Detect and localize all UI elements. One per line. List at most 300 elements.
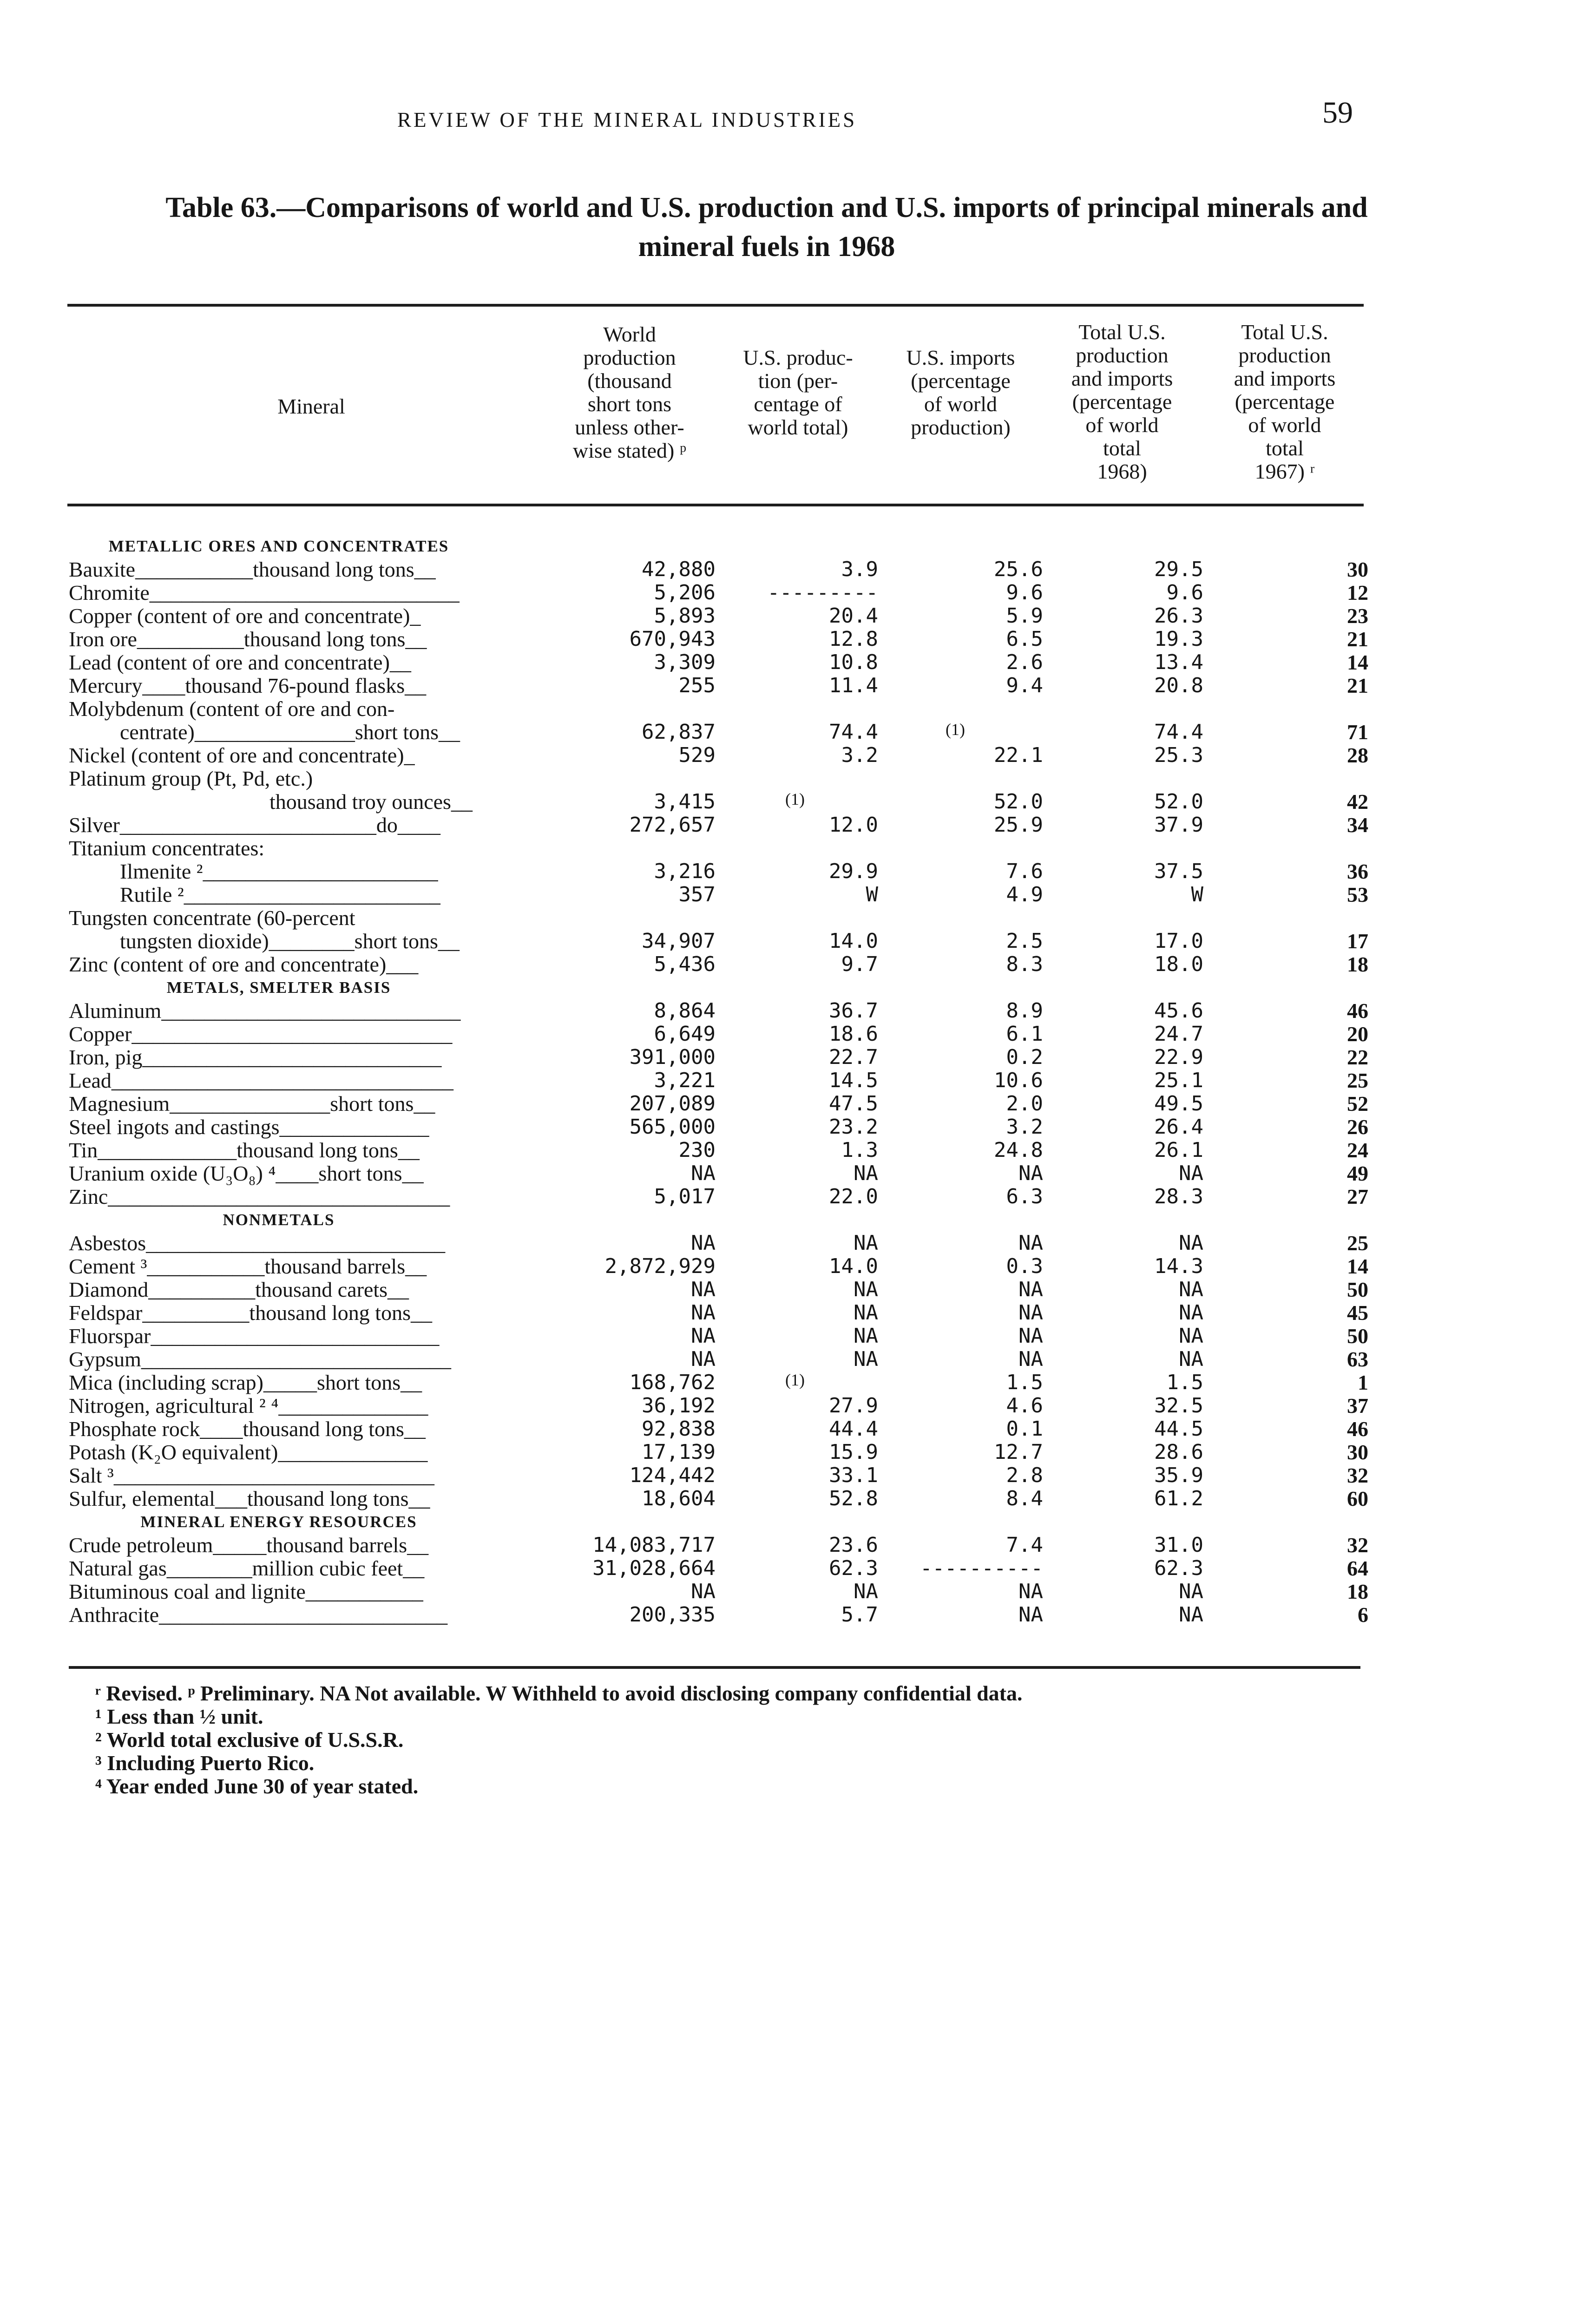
table-row <box>0 1556 1596 1580</box>
cell-c1: 2,872,929 <box>604 1254 716 1278</box>
cell-c1: 5,436 <box>654 952 716 976</box>
mineral-label: thousand troy ounces__ <box>269 790 473 814</box>
mineral-label: Salt ³______________________________ <box>69 1463 434 1487</box>
cell-c3: 24.8 <box>994 1138 1043 1162</box>
cell-c2: 52.8 <box>829 1487 878 1510</box>
cell-c4: 74.4 <box>1154 720 1203 744</box>
cell-c3: NA <box>1018 1347 1043 1371</box>
cell-c1: 62,837 <box>642 720 716 744</box>
cell-c5: 46 <box>1347 999 1368 1023</box>
cell-c4: 61.2 <box>1154 1487 1203 1510</box>
section-heading: NONMETALS <box>223 1211 335 1229</box>
table-row <box>0 1115 1596 1139</box>
cell-c3: 0.3 <box>1006 1254 1043 1278</box>
mineral-label: Molybdenum (content of ore and con- <box>69 697 395 721</box>
cell-c2: 14.5 <box>829 1069 878 1092</box>
cell-c1: 5,206 <box>654 581 716 604</box>
cell-c4: 1.5 <box>1166 1371 1203 1394</box>
cell-c3: 10.6 <box>994 1069 1043 1092</box>
cell-c1: NA <box>691 1301 716 1325</box>
mineral-label: Iron, pig____________________________ <box>69 1045 442 1069</box>
cell-c2: 62.3 <box>829 1556 878 1580</box>
table-row <box>0 1417 1596 1441</box>
cell-c5: 71 <box>1347 720 1368 744</box>
cell-c3: 4.6 <box>1006 1394 1043 1417</box>
cell-c2: 23.6 <box>829 1533 878 1557</box>
cell-c4: 45.6 <box>1154 999 1203 1023</box>
cell-c1: 391,000 <box>629 1045 716 1069</box>
cell-c3: 4.9 <box>1006 883 1043 906</box>
page-number: 59 <box>1322 96 1353 130</box>
column-header-world-production: World production (thousand short tons unless other- wise stated) ᵖ <box>572 322 687 462</box>
cell-c3: 8.9 <box>1006 999 1043 1023</box>
cell-c2: 74.4 <box>829 720 878 744</box>
cell-c4: 26.4 <box>1154 1115 1203 1139</box>
cell-c4: 49.5 <box>1154 1092 1203 1116</box>
table-row <box>0 1533 1596 1557</box>
mineral-label: Chromite_____________________________ <box>69 581 460 604</box>
table-row <box>0 790 1596 814</box>
table-row <box>0 1069 1596 1092</box>
footnote-reference: (1) <box>946 720 965 739</box>
cell-c4: NA <box>1179 1301 1203 1325</box>
table-row <box>0 1278 1596 1301</box>
cell-c4: 44.5 <box>1154 1417 1203 1441</box>
section-heading-row <box>0 1208 1596 1232</box>
cell-c5: 21 <box>1347 674 1368 697</box>
cell-c2: 14.0 <box>829 929 878 953</box>
table-row <box>0 1162 1596 1185</box>
cell-c3: NA <box>1018 1278 1043 1301</box>
cell-c2: 3.9 <box>841 558 878 581</box>
cell-c4: NA <box>1179 1278 1203 1301</box>
table-row <box>0 1231 1596 1255</box>
cell-c5: 53 <box>1347 883 1368 906</box>
cell-c1: 670,943 <box>629 627 716 651</box>
cell-c2: NA <box>854 1278 878 1301</box>
table-row <box>0 1440 1596 1464</box>
cell-c2: 1.3 <box>841 1138 878 1162</box>
cell-c3: 1.5 <box>1006 1371 1043 1394</box>
mineral-label: Rutile ²________________________ <box>120 883 440 906</box>
cell-c1: 31,028,664 <box>592 1556 716 1580</box>
mineral-label: Fluorspar___________________________ <box>69 1324 440 1348</box>
mineral-label: Crude petroleum_____thousand barrels__ <box>69 1533 429 1557</box>
mineral-label: Magnesium_______________short tons__ <box>69 1092 435 1116</box>
cell-c5: 21 <box>1347 627 1368 651</box>
cell-c2: 44.4 <box>829 1417 878 1441</box>
cell-c5: 6 <box>1358 1603 1368 1627</box>
cell-c1: 207,089 <box>629 1092 716 1116</box>
table-row <box>0 720 1596 744</box>
table-row <box>0 604 1596 628</box>
footnote-reference: (1) <box>785 790 805 808</box>
cell-c3: 5.9 <box>1006 604 1043 628</box>
mineral-label: Sulfur, elemental___thousand long tons__ <box>69 1487 430 1510</box>
cell-c3: NA <box>1018 1580 1043 1603</box>
cell-c4: 37.9 <box>1154 813 1203 837</box>
footnote-1: ¹ Less than ½ unit. <box>95 1705 263 1728</box>
cell-c4: W <box>1191 883 1203 906</box>
cell-c5: 60 <box>1347 1487 1368 1510</box>
mineral-label: centrate)_______________short tons__ <box>120 720 460 744</box>
table-row <box>0 1394 1596 1417</box>
mineral-label: Tin_____________thousand long tons__ <box>69 1138 420 1162</box>
mineral-label: Mercury____thousand 76-pound flasks__ <box>69 674 427 697</box>
mineral-label: Anthracite___________________________ <box>69 1603 448 1627</box>
cell-c1: 529 <box>678 743 716 767</box>
cell-c5: 23 <box>1347 604 1368 628</box>
column-header-us-imports: U.S. imports (percentage of world production) <box>906 346 1015 439</box>
cell-c2: 29.9 <box>829 860 878 883</box>
cell-c5: 42 <box>1347 790 1368 814</box>
cell-c1: 565,000 <box>629 1115 716 1139</box>
table-row <box>0 952 1596 976</box>
mineral-label: Aluminum____________________________ <box>69 999 461 1023</box>
cell-c2: 5.7 <box>841 1603 878 1627</box>
footnote-legend: ʳ Revised. ᵖ Preliminary. NA Not available. W Withheld to avoid disclosing company confidential data. <box>95 1681 1023 1705</box>
cell-c1: NA <box>691 1162 716 1185</box>
cell-c5: 30 <box>1347 558 1368 581</box>
cell-c4: 26.1 <box>1154 1138 1203 1162</box>
cell-c4: 19.3 <box>1154 627 1203 651</box>
cell-c5: 46 <box>1347 1417 1368 1441</box>
footnote-4: ⁴ Year ended June 30 of year stated. <box>95 1774 419 1798</box>
cell-c3: 2.8 <box>1006 1463 1043 1487</box>
mineral-label: Steel ingots and castings______________ <box>69 1115 429 1139</box>
cell-c4: 31.0 <box>1154 1533 1203 1557</box>
mineral-label: Platinum group (Pt, Pd, etc.) <box>69 767 313 790</box>
column-header-mineral: Mineral <box>277 394 345 418</box>
cell-c3: 7.4 <box>1006 1533 1043 1557</box>
cell-c4: 28.6 <box>1154 1440 1203 1464</box>
table-row <box>0 813 1596 837</box>
cell-c5: 52 <box>1347 1092 1368 1116</box>
mineral-label: Uranium oxide (U₃O₈) ⁴____short tons__ <box>69 1162 424 1185</box>
cell-c5: 12 <box>1347 581 1368 604</box>
cell-c3: 12.7 <box>994 1440 1043 1464</box>
table-row <box>0 1463 1596 1487</box>
cell-c3: 0.1 <box>1006 1417 1043 1441</box>
cell-c2: 23.2 <box>829 1115 878 1139</box>
cell-c2: 47.5 <box>829 1092 878 1116</box>
cell-c1: 8,864 <box>654 999 716 1023</box>
mineral-label: Silver________________________do____ <box>69 813 440 837</box>
mineral-label: Diamond__________thousand carets__ <box>69 1278 409 1301</box>
cell-c2: 3.2 <box>841 743 878 767</box>
cell-c4: 22.9 <box>1154 1045 1203 1069</box>
footnote-2: ² World total exclusive of U.S.S.R. <box>95 1728 404 1752</box>
cell-c4: 25.3 <box>1154 743 1203 767</box>
cell-c3: 25.9 <box>994 813 1043 837</box>
cell-c5: 24 <box>1347 1138 1368 1162</box>
column-header-us-production: U.S. produc- tion (per- centage of world total) <box>743 346 853 439</box>
section-heading-row <box>0 976 1596 999</box>
mineral-label: Asbestos____________________________ <box>69 1231 446 1255</box>
table-row <box>0 836 1596 860</box>
cell-c1: 357 <box>678 883 716 906</box>
cell-c4: 32.5 <box>1154 1394 1203 1417</box>
cell-c4: 62.3 <box>1154 1556 1203 1580</box>
cell-c4: 14.3 <box>1154 1254 1203 1278</box>
cell-c5: 50 <box>1347 1278 1368 1301</box>
cell-c5: 25 <box>1347 1231 1368 1255</box>
table-row <box>0 674 1596 697</box>
table-row <box>0 627 1596 651</box>
cell-c1: 36,192 <box>642 1394 716 1417</box>
cell-c2: 20.4 <box>829 604 878 628</box>
cell-c2: 15.9 <box>829 1440 878 1464</box>
table-row <box>0 1254 1596 1278</box>
cell-c3: 2.6 <box>1006 650 1043 674</box>
table-row <box>0 558 1596 581</box>
cell-c2: 14.0 <box>829 1254 878 1278</box>
cell-c5: 20 <box>1347 1022 1368 1046</box>
cell-c4: 20.8 <box>1154 674 1203 697</box>
table-row <box>0 1603 1596 1627</box>
cell-c4: 52.0 <box>1154 790 1203 814</box>
cell-c4: 13.4 <box>1154 650 1203 674</box>
cell-c1: 17,139 <box>642 1440 716 1464</box>
cell-c3: 6.3 <box>1006 1185 1043 1208</box>
table-bottom-rule <box>69 1666 1360 1669</box>
mineral-label: Bauxite___________thousand long tons__ <box>69 558 436 581</box>
cell-c2: 11.4 <box>829 674 878 697</box>
cell-c2: NA <box>854 1347 878 1371</box>
table-row <box>0 767 1596 790</box>
column-header-total-1968: Total U.S. production and imports (percentage of world total 1968) <box>1071 320 1173 483</box>
mineral-label: Lead (content of ore and concentrate)__ <box>69 650 411 674</box>
cell-c1: 34,907 <box>642 929 716 953</box>
section-heading-row <box>0 534 1596 558</box>
mineral-label: Zinc________________________________ <box>69 1185 450 1208</box>
cell-c1: 168,762 <box>629 1371 716 1394</box>
table-row <box>0 697 1596 721</box>
mineral-label: Cement ³___________thousand barrels__ <box>69 1254 427 1278</box>
section-heading: MINERAL ENERGY RESOURCES <box>140 1513 417 1531</box>
mineral-label: Nickel (content of ore and concentrate)_ <box>69 743 415 767</box>
cell-c1: 42,880 <box>642 558 716 581</box>
table-row <box>0 1022 1596 1046</box>
cell-c5: 25 <box>1347 1069 1368 1092</box>
cell-c1: NA <box>691 1324 716 1348</box>
table-row <box>0 1324 1596 1348</box>
cell-c4: NA <box>1179 1162 1203 1185</box>
cell-c1: 272,657 <box>629 813 716 837</box>
cell-c4: 28.3 <box>1154 1185 1203 1208</box>
cell-c1: NA <box>691 1347 716 1371</box>
cell-c5: 64 <box>1347 1556 1368 1580</box>
cell-c2: NA <box>854 1324 878 1348</box>
cell-c2: 9.7 <box>841 952 878 976</box>
mineral-label: Tungsten concentrate (60-percent <box>69 906 355 930</box>
section-heading: METALS, SMELTER BASIS <box>166 978 391 997</box>
table-row <box>0 581 1596 604</box>
cell-c4: NA <box>1179 1347 1203 1371</box>
table-row <box>0 1138 1596 1162</box>
mineral-label: Feldspar__________thousand long tons__ <box>69 1301 432 1325</box>
cell-c1: NA <box>691 1278 716 1301</box>
table-title: Table 63.—Comparisons of world and U.S. production and U.S. imports of principal minerals and mineral fuels in 1968 <box>165 192 1368 262</box>
mineral-label: Titanium concentrates: <box>69 836 265 860</box>
cell-c1: NA <box>691 1580 716 1603</box>
section-heading: METALLIC ORES AND CONCENTRATES <box>108 537 449 555</box>
cell-c1: 14,083,717 <box>592 1533 716 1557</box>
mineral-label: Mica (including scrap)_____short tons__ <box>69 1371 422 1394</box>
cell-c4: NA <box>1179 1603 1203 1627</box>
mineral-label: Copper (content of ore and concentrate)_ <box>69 604 421 628</box>
cell-c2: W <box>866 883 878 906</box>
footnote-3: ³ Including Puerto Rico. <box>95 1751 315 1775</box>
cell-c5: 45 <box>1347 1301 1368 1325</box>
cell-c5: 27 <box>1347 1185 1368 1208</box>
mineral-label: Gypsum_____________________________ <box>69 1347 451 1371</box>
cell-c3: 22.1 <box>994 743 1043 767</box>
cell-c3: NA <box>1018 1231 1043 1255</box>
column-header-total-1967: Total U.S. production and imports (percentage of world total 1967) ʳ <box>1234 320 1336 483</box>
cell-c3: 9.6 <box>1006 581 1043 604</box>
cell-c3: NA <box>1018 1162 1043 1185</box>
cell-c2: 18.6 <box>829 1022 878 1046</box>
cell-c3: NA <box>1018 1603 1043 1627</box>
mineral-label: Ilmenite ²______________________ <box>120 860 438 883</box>
cell-c4: 18.0 <box>1154 952 1203 976</box>
cell-c2: 22.7 <box>829 1045 878 1069</box>
table-row <box>0 1092 1596 1116</box>
cell-c4: 17.0 <box>1154 929 1203 953</box>
mineral-label: Potash (K₂O equivalent)______________ <box>69 1440 428 1464</box>
cell-c2: NA <box>854 1580 878 1603</box>
cell-c2: NA <box>854 1162 878 1185</box>
table-row <box>0 929 1596 953</box>
cell-c3: 2.5 <box>1006 929 1043 953</box>
cell-c1: 5,017 <box>654 1185 716 1208</box>
cell-c2: 12.0 <box>829 813 878 837</box>
cell-c3: 3.2 <box>1006 1115 1043 1139</box>
mineral-label: Phosphate rock____thousand long tons__ <box>69 1417 426 1441</box>
cell-c5: 32 <box>1347 1533 1368 1557</box>
cell-c5: 17 <box>1347 929 1368 953</box>
cell-c3: 52.0 <box>994 790 1043 814</box>
table-row <box>0 883 1596 906</box>
cell-c5: 32 <box>1347 1463 1368 1487</box>
table-row <box>0 1371 1596 1394</box>
cell-c4: 24.7 <box>1154 1022 1203 1046</box>
cell-c2: 27.9 <box>829 1394 878 1417</box>
cell-c1: 3,309 <box>654 650 716 674</box>
cell-c1: 5,893 <box>654 604 716 628</box>
cell-c5: 18 <box>1347 952 1368 976</box>
cell-c3: 7.6 <box>1006 860 1043 883</box>
cell-c5: 22 <box>1347 1045 1368 1069</box>
cell-c3: 0.2 <box>1006 1045 1043 1069</box>
cell-c3: 9.4 <box>1006 674 1043 697</box>
cell-c1: 3,415 <box>654 790 716 814</box>
cell-c1: 230 <box>678 1138 716 1162</box>
table-row <box>0 1580 1596 1603</box>
footnote-reference: (1) <box>785 1371 805 1389</box>
cell-c1: 3,216 <box>654 860 716 883</box>
cell-c2: NA <box>854 1301 878 1325</box>
cell-c2: 10.8 <box>829 650 878 674</box>
cell-c3: 8.3 <box>1006 952 1043 976</box>
cell-c5: 36 <box>1347 860 1368 883</box>
footnotes <box>95 1682 1396 1798</box>
mineral-label: Nitrogen, agricultural ² ⁴______________ <box>69 1394 428 1417</box>
table-row <box>0 650 1596 674</box>
table-row <box>0 1185 1596 1208</box>
table-row <box>0 860 1596 883</box>
cell-c5: 14 <box>1347 650 1368 674</box>
cell-c3: ---------- <box>920 1556 1043 1580</box>
table-row <box>0 1347 1596 1371</box>
cell-c2: 12.8 <box>829 627 878 651</box>
cell-c4: 35.9 <box>1154 1463 1203 1487</box>
mineral-label: Lead________________________________ <box>69 1069 453 1092</box>
table-row <box>0 999 1596 1023</box>
table-row <box>0 1301 1596 1325</box>
mineral-label: Copper______________________________ <box>69 1022 453 1046</box>
mineral-label: Bituminous coal and lignite___________ <box>69 1580 423 1603</box>
cell-c2: 36.7 <box>829 999 878 1023</box>
cell-c5: 34 <box>1347 813 1368 837</box>
cell-c4: NA <box>1179 1580 1203 1603</box>
cell-c1: 124,442 <box>629 1463 716 1487</box>
running-head: REVIEW OF THE MINERAL INDUSTRIES <box>397 108 857 131</box>
cell-c4: NA <box>1179 1231 1203 1255</box>
cell-c1: NA <box>691 1231 716 1255</box>
cell-c2: --------- <box>767 581 878 604</box>
cell-c2: NA <box>854 1231 878 1255</box>
cell-c5: 50 <box>1347 1324 1368 1348</box>
table-row <box>0 906 1596 930</box>
cell-c1: 255 <box>678 674 716 697</box>
cell-c3: NA <box>1018 1324 1043 1348</box>
cell-c1: 200,335 <box>629 1603 716 1627</box>
cell-c3: 6.1 <box>1006 1022 1043 1046</box>
cell-c5: 1 <box>1358 1371 1368 1394</box>
cell-c1: 92,838 <box>642 1417 716 1441</box>
cell-c5: 26 <box>1347 1115 1368 1139</box>
cell-c3: 8.4 <box>1006 1487 1043 1510</box>
cell-c4: 26.3 <box>1154 604 1203 628</box>
cell-c5: 63 <box>1347 1347 1368 1371</box>
cell-c5: 18 <box>1347 1580 1368 1603</box>
cell-c3: 25.6 <box>994 558 1043 581</box>
cell-c1: 3,221 <box>654 1069 716 1092</box>
cell-c4: 9.6 <box>1166 581 1203 604</box>
cell-c4: 29.5 <box>1154 558 1203 581</box>
cell-c2: 22.0 <box>829 1185 878 1208</box>
cell-c3: 2.0 <box>1006 1092 1043 1116</box>
mineral-label: Natural gas________million cubic feet__ <box>69 1556 425 1580</box>
cell-c4: NA <box>1179 1324 1203 1348</box>
cell-c2: 33.1 <box>829 1463 878 1487</box>
table-row <box>0 743 1596 767</box>
mineral-label: Iron ore__________thousand long tons__ <box>69 627 427 651</box>
cell-c4: 25.1 <box>1154 1069 1203 1092</box>
cell-c5: 30 <box>1347 1440 1368 1464</box>
cell-c5: 37 <box>1347 1394 1368 1417</box>
cell-c5: 28 <box>1347 743 1368 767</box>
cell-c3: NA <box>1018 1301 1043 1325</box>
cell-c3: 6.5 <box>1006 627 1043 651</box>
cell-c5: 49 <box>1347 1162 1368 1185</box>
table-row <box>0 1045 1596 1069</box>
section-heading-row <box>0 1510 1596 1534</box>
cell-c4: 37.5 <box>1154 860 1203 883</box>
cell-c5: 14 <box>1347 1254 1368 1278</box>
